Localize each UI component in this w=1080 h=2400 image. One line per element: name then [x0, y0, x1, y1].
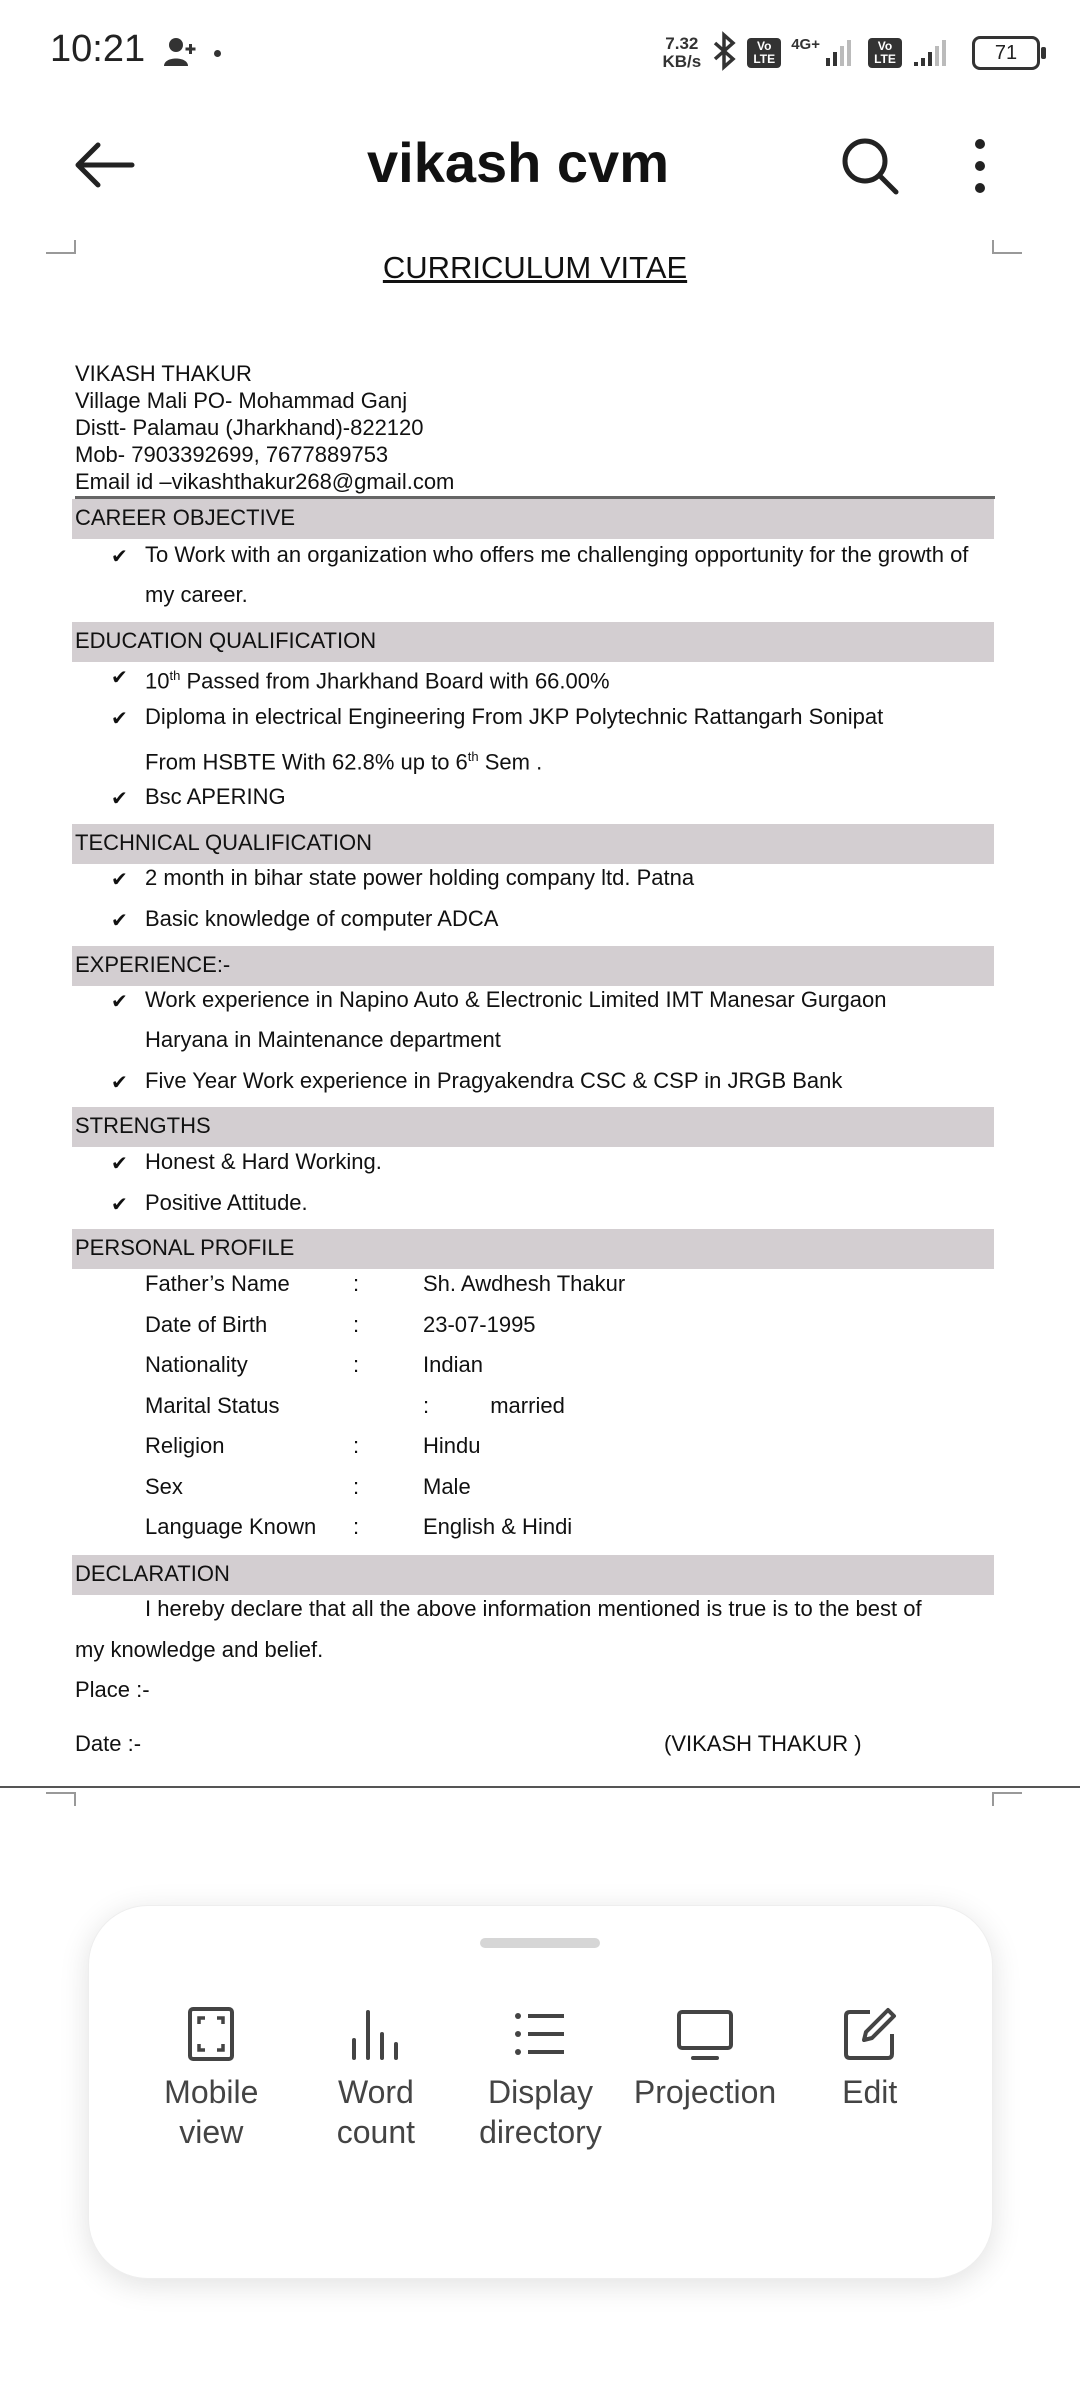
section-header-education: EDUCATION QUALIFICATION	[72, 622, 994, 662]
volte-icon-2: Vo LTE	[868, 38, 902, 68]
section-header-personal: PERSONAL PROFILE	[72, 1229, 994, 1269]
status-bar	[0, 0, 1080, 100]
check-icon: ✔	[111, 1194, 128, 1216]
volte-icon: Vo LTE	[747, 38, 781, 68]
network-speed: 7.32 KB/s	[662, 34, 702, 71]
edit-button[interactable]: Edit	[790, 2006, 950, 2152]
person-add-icon	[162, 36, 198, 73]
check-icon: ✔	[111, 1153, 128, 1175]
more-options-button[interactable]	[960, 136, 1000, 196]
document-title: vikash cvm	[367, 131, 669, 194]
check-icon: ✔	[111, 667, 128, 689]
search-icon	[840, 136, 900, 196]
page-corner-mark	[46, 240, 76, 254]
section-header-technical: TECHNICAL QUALIFICATION	[72, 824, 994, 864]
status-icons	[662, 30, 1040, 76]
mobile-numbers: Mob- 7903392699, 7677889753	[75, 442, 389, 467]
mobile-view-button[interactable]: Mobile view	[131, 2006, 291, 2152]
display-directory-icon	[512, 2006, 568, 2062]
declaration-text: my knowledge and belief.	[75, 1637, 324, 1662]
profile-row: Father’s Name : Sh. Awdhesh Thakur	[145, 1271, 626, 1296]
cv-title: CURRICULUM VITAE	[382, 250, 688, 285]
projection-icon	[675, 2006, 735, 2062]
notification-dot-icon	[214, 50, 221, 57]
network-type: 4G+	[791, 35, 820, 53]
section-header-career: CAREER OBJECTIVE	[72, 499, 994, 539]
display-directory-button[interactable]: Display directory	[460, 2006, 620, 2152]
address-line: Village Mali PO- Mohammad Ganj	[75, 388, 408, 413]
page-divider	[0, 1786, 1080, 1788]
check-icon: ✔	[111, 546, 128, 568]
profile-row: Religion : Hindu	[145, 1433, 481, 1458]
search-button[interactable]	[840, 136, 900, 196]
bluetooth-icon	[711, 31, 737, 76]
profile-row: Language Known : English & Hindi	[145, 1514, 573, 1539]
page-corner-mark	[992, 240, 1022, 254]
section-header-strengths: STRENGTHS	[72, 1107, 994, 1147]
word-count-button[interactable]: Word count	[296, 2006, 456, 2152]
mobile-view-icon	[186, 2006, 236, 2062]
drag-handle[interactable]	[480, 1938, 600, 1948]
document-page[interactable]: CURRICULUM VITAE VIKASH THAKUR Village Mali PO- Mohammad Ganj Distt- Palamau (Jharkhand)-822120 Mob- 7903392699, 7677889753 Email id –vikashthakur268@gmail.com CAREER OBJECTIVE ✔ To Work with an organization who offers me challenging opportunity for the growth of my career. EDUCATION QUALIFICATION ✔ 10th Passed from Jharkhand Board with 66.00% ✔ Diploma in electrical Engineering From JKP Polytechnic Rattangarh Sonipat From HSBTE With 62.8% up to 6th Sem . ✔ Bsc APERING TECHNICAL QUALIFICATION ✔ 2 month in bihar state power holding company ltd. Patna ✔ Basic knowledge of computer ADCA EXPERIENCE:- ✔ Work experience in Napino Auto & Electronic Limited IMT Manesar Gurgaon Haryana in Maintenance department ✔ Five Year Work experience in Pragyakendra CSC & CSP in JRGB Bank STRENGTHS ✔ Honest & Hard Working. ✔ Positive Attitude. PERSONAL PROFILE Father’s Name : Sh. Awdhesh Thakur Date of Birth : 23-07-1995 Nationality : Indian Marital Status : married Religion : Hindu Sex : Male Language Known : English & Hindi DECLARATION I hereby declare that all the above information mentioned is true is to the best of my knowledge and belief. Place :- Date :- (VIKASH THAKUR )	[0, 230, 1080, 1790]
check-icon: ✔	[111, 1072, 128, 1094]
check-icon: ✔	[111, 869, 128, 891]
place-field: Place :-	[75, 1677, 150, 1702]
action-bar	[89, 2006, 992, 2152]
address-line: Distt- Palamau (Jharkhand)-822120	[75, 415, 424, 440]
app-bar	[0, 100, 1080, 230]
projection-button[interactable]: Projection	[625, 2006, 785, 2152]
date-field: Date :- (VIKASH THAKUR )	[75, 1724, 995, 1764]
signature-name: (VIKASH THAKUR )	[664, 1731, 862, 1756]
check-icon: ✔	[111, 991, 128, 1013]
word-count-icon	[348, 2006, 404, 2062]
profile-row: Marital Status : married	[145, 1393, 565, 1418]
battery-icon: 71	[972, 36, 1040, 70]
section-header-declaration: DECLARATION	[72, 1555, 994, 1595]
contact-block	[75, 360, 454, 495]
bottom-sheet	[88, 1905, 993, 2279]
more-vertical-icon	[960, 136, 1000, 196]
candidate-name: VIKASH THAKUR	[75, 361, 252, 386]
page-corner-mark	[46, 1792, 76, 1806]
signal-icon	[824, 36, 858, 71]
clock: 10:21	[50, 28, 146, 70]
email-address: Email id –vikashthakur268@gmail.com	[75, 469, 455, 494]
check-icon: ✔	[111, 708, 128, 730]
section-header-experience: EXPERIENCE:-	[72, 946, 994, 986]
page-corner-mark	[992, 1792, 1022, 1806]
profile-row: Sex : Male	[145, 1474, 471, 1499]
check-icon: ✔	[111, 788, 128, 810]
signal-icon-2	[912, 36, 962, 71]
profile-row: Date of Birth : 23-07-1995	[145, 1312, 536, 1337]
check-icon: ✔	[111, 910, 128, 932]
edit-icon	[842, 2006, 898, 2062]
profile-row: Nationality : Indian	[145, 1352, 483, 1377]
